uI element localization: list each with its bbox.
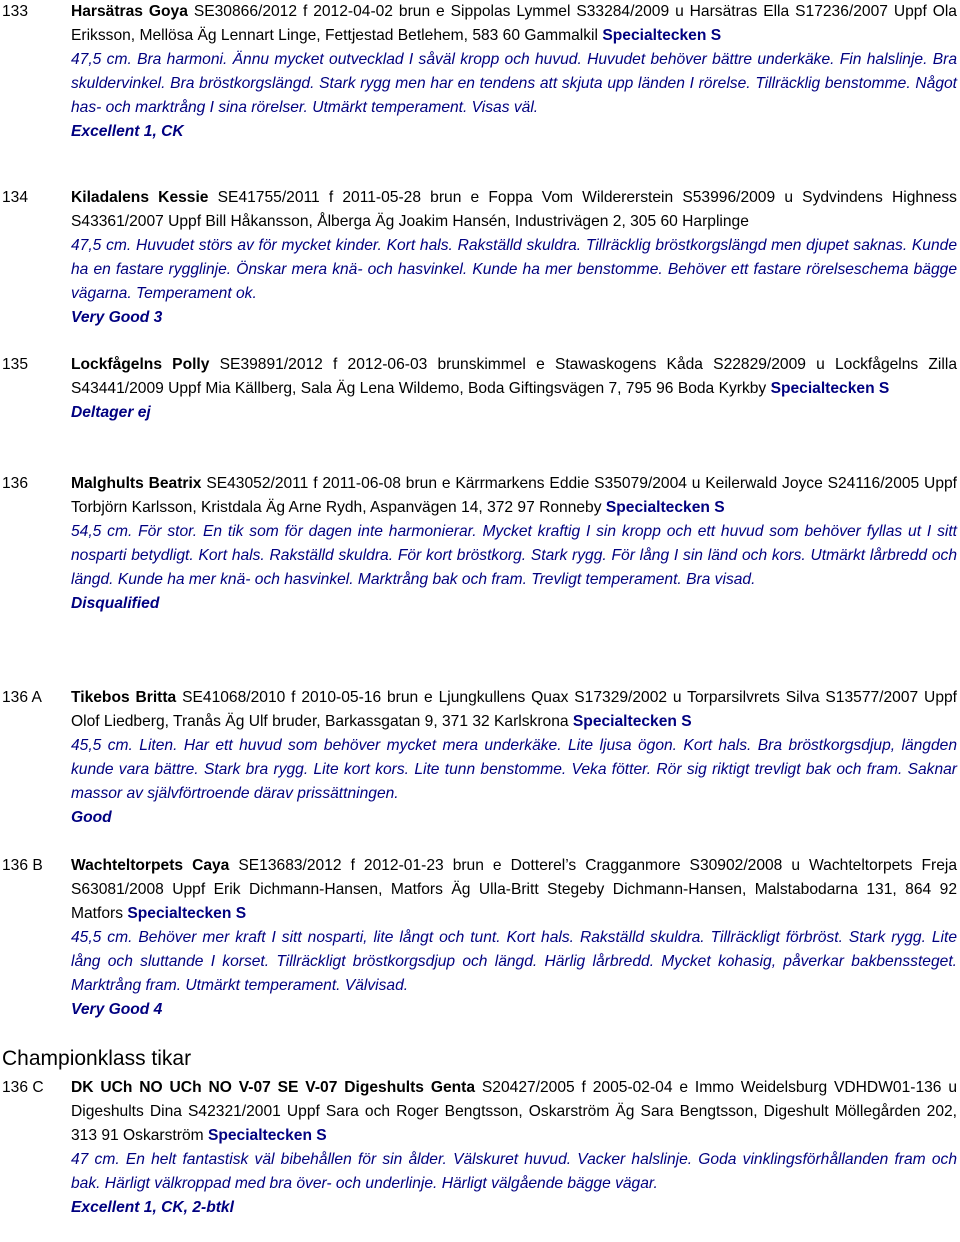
special-mark: Specialtecken S xyxy=(602,27,722,44)
critique-text: 45,5 cm. Liten. Har ett huvud som behöver mycket mera underkäke. Lite ljusa ögon. Kort hals. Bra bröstkorgsdjup, längden kunde vara bättre. Stark bra rygg. Lite kort kors. Lite tunn benstomme. Veka fötter. Rör sig riktigt trevligt bak och fram. Saknar massor av självförtroende därav prissättningen. xyxy=(71,737,957,802)
entry-number: 136 B xyxy=(2,857,43,874)
entry-body xyxy=(71,472,957,616)
entry-body xyxy=(71,686,957,830)
entry-body xyxy=(71,854,957,1022)
dog-name: Malghults Beatrix xyxy=(71,475,202,492)
entry-134 xyxy=(0,186,960,330)
entry-pedigree xyxy=(71,186,957,234)
grade-result: Good xyxy=(71,809,112,826)
entry-body xyxy=(71,1076,957,1220)
entry-pedigree xyxy=(71,472,957,520)
dog-details: SE41755/2011 f 2011-05-28 brun e Foppa Vom Wildererstein S53996/2009 u Sydvindens Highness S43361/2007 Uppf Bill Håkansson, Ålberga Äg Joakim Hansén, Industrivägen 2, 305 60 Harplinge xyxy=(71,189,957,230)
entry-number: 136 A xyxy=(2,689,42,706)
entry-pedigree xyxy=(71,1076,957,1148)
dog-name: Lockfågelns Polly xyxy=(71,356,210,373)
entry-number: 134 xyxy=(2,189,29,206)
grade-result: Disqualified xyxy=(71,595,160,612)
entry-body xyxy=(71,353,957,425)
dog-details: SE43052/2011 f 2011-06-08 brun e Kärrmarkens Eddie S35079/2004 u Keilerwald Joyce S24116/2005 Uppf Torbjörn Karlsson, Kristdala Äg Arne Rydh, Aspanvägen 14, 372 97 Ronneby xyxy=(71,475,957,516)
entry-pedigree xyxy=(71,854,957,926)
entry-body xyxy=(71,0,957,144)
entry-133 xyxy=(0,0,960,144)
critique-text: 47 cm. En helt fantastisk väl bibehållen för sin ålder. Välskuret huvud. Vacker halslinje. Goda vinklingsförhållanden fram och bak. Härligt välkroppad med bra över- och underlinje. Härligt välgående bägge vägar. xyxy=(71,1151,957,1192)
entry-136c xyxy=(0,1076,960,1220)
dog-name: Tikebos Britta xyxy=(71,689,177,706)
entry-136b xyxy=(0,854,960,1022)
entry-136 xyxy=(0,472,960,616)
critique-text: 47,5 cm. Huvudet störs av för mycket kinder. Kort hals. Rakställd skuldra. Tillräcklig bröstkorgslängd men djupet saknas. Kunde ha en fastare rygglinje. Önskar mera knä- och hasvinkel. Kunde ha mer benstomme. Behöver ett fastare rörelseschema bägge vägarna. Temperament ok. xyxy=(71,237,957,302)
dog-name: Harsätras Goya xyxy=(71,3,188,20)
entry-body xyxy=(71,186,957,330)
special-mark: Specialtecken S xyxy=(572,713,692,730)
grade-result: Excellent 1, CK xyxy=(71,123,184,140)
entry-number: 136 xyxy=(2,475,29,492)
entry-number: 136 C xyxy=(2,1079,44,1096)
special-mark: Specialtecken S xyxy=(770,380,890,397)
entry-136a xyxy=(0,686,960,830)
critique-text: 47,5 cm. Bra harmoni. Ännu mycket outvecklad I såväl kropp och huvud. Huvudet behöver bättre underkäke. Fin halslinje. Bra skuldervinkel. Bra bröstkorgslängd. Stark rygg men har en tendens att skjuta upp länden I rörelse. Tillräcklig benstomme. Något has- och marktrång I sina rörelser. Utmärkt temperament. Visas väl. xyxy=(71,51,957,116)
dog-details: SE39891/2012 f 2012-06-03 brunskimmel e Stawaskogens Kåda S22829/2009 u Lockfågelns Zilla S43441/2009 Uppf Mia Källberg, Sala Äg Lena Wildemo, Boda Giftingsvägen 7, 795 96 Boda Kyrkby xyxy=(71,356,958,397)
critique-text: 54,5 cm. För stor. En tik som för dagen inte harmonierar. Mycket kraftig I sin kropp och ett huvud som behöver fyllas ut I sitt nosparti betydligt. Kort hals. Rakställd skuldra. För kort bröstkorg. Stark rygg. För lång I sin länd och kors. Utmärkt lårbredd och längd. Kunde ha mer knä- och hasvinkel. Marktrång bak och fram. Trevligt temperament. Bra visad. xyxy=(71,523,957,588)
grade-result: Very Good 3 xyxy=(71,309,163,326)
dog-name: Kiladalens Kessie xyxy=(71,189,209,206)
entry-135 xyxy=(0,353,960,425)
entry-pedigree xyxy=(71,0,957,48)
entry-pedigree xyxy=(71,353,957,401)
grade-result: Very Good 4 xyxy=(71,1001,163,1018)
entry-number: 133 xyxy=(2,3,29,20)
special-mark: Specialtecken S xyxy=(605,499,725,516)
dog-name: Wachteltorpets Caya xyxy=(71,857,230,874)
dog-details: SE30866/2012 f 2012-04-02 brun e Sippolas Lymmel S33284/2009 u Harsätras Ella S17236/2007 Uppf Ola Eriksson, Mellösa Äg Lennart Linge, Fettjestad Betlehem, 583 60 Gammalkil xyxy=(71,3,957,44)
section-heading: Championklass tikar xyxy=(2,1047,192,1070)
special-mark: Specialtecken S xyxy=(207,1127,327,1144)
entry-pedigree xyxy=(71,686,957,734)
grade-result: Excellent 1, CK, 2-btkl xyxy=(71,1199,234,1216)
grade-result: Deltager ej xyxy=(71,404,151,421)
critique-text: 45,5 cm. Behöver mer kraft I sitt nosparti, lite långt och tunt. Kort hals. Rakställd skuldra. Tillräckligt förbröst. Stark rygg. Lite lång och sluttande I korset. Tillräckligt bröstkorgsdjup och längd. Härlig lårbredd. Mycket kohasig, påverkar bakbenssteget. Marktrång fram. Utmärkt temperament. Välvisad. xyxy=(71,929,957,994)
entry-number: 135 xyxy=(2,356,29,373)
dog-name: DK UCh NO UCh NO V-07 SE V-07 Digeshults Genta xyxy=(71,1079,476,1096)
dog-details: SE13683/2012 f 2012-01-23 brun e Dotterel’s Cragganmore S30902/2008 u Wachteltorpets Freja S63081/2008 Uppf Erik Dichmann-Hansen, Matfors Äg Ulla-Britt Stegeby Dichmann-Hansen, Malstabodarna 131, 864 92 Matfors xyxy=(71,857,957,922)
special-mark: Specialtecken S xyxy=(127,905,247,922)
dog-details: SE41068/2010 f 2010-05-16 brun e Ljungkullens Quax S17329/2002 u Torparsilvrets Silva S13577/2007 Uppf Olof Liedberg, Tranås Äg Ulf bruder, Barkassgatan 9, 371 32 Karlskrona xyxy=(71,689,957,730)
dog-details: S20427/2005 f 2005-02-04 e Immo Weidelsburg VDHDW01-136 u Digeshults Dina S42321/2001 Uppf Sara och Roger Bengtsson, Oskarström Äg Sara Bengtsson, Digeshult Möllegården 202, 313 91 Oskarström xyxy=(71,1079,958,1144)
